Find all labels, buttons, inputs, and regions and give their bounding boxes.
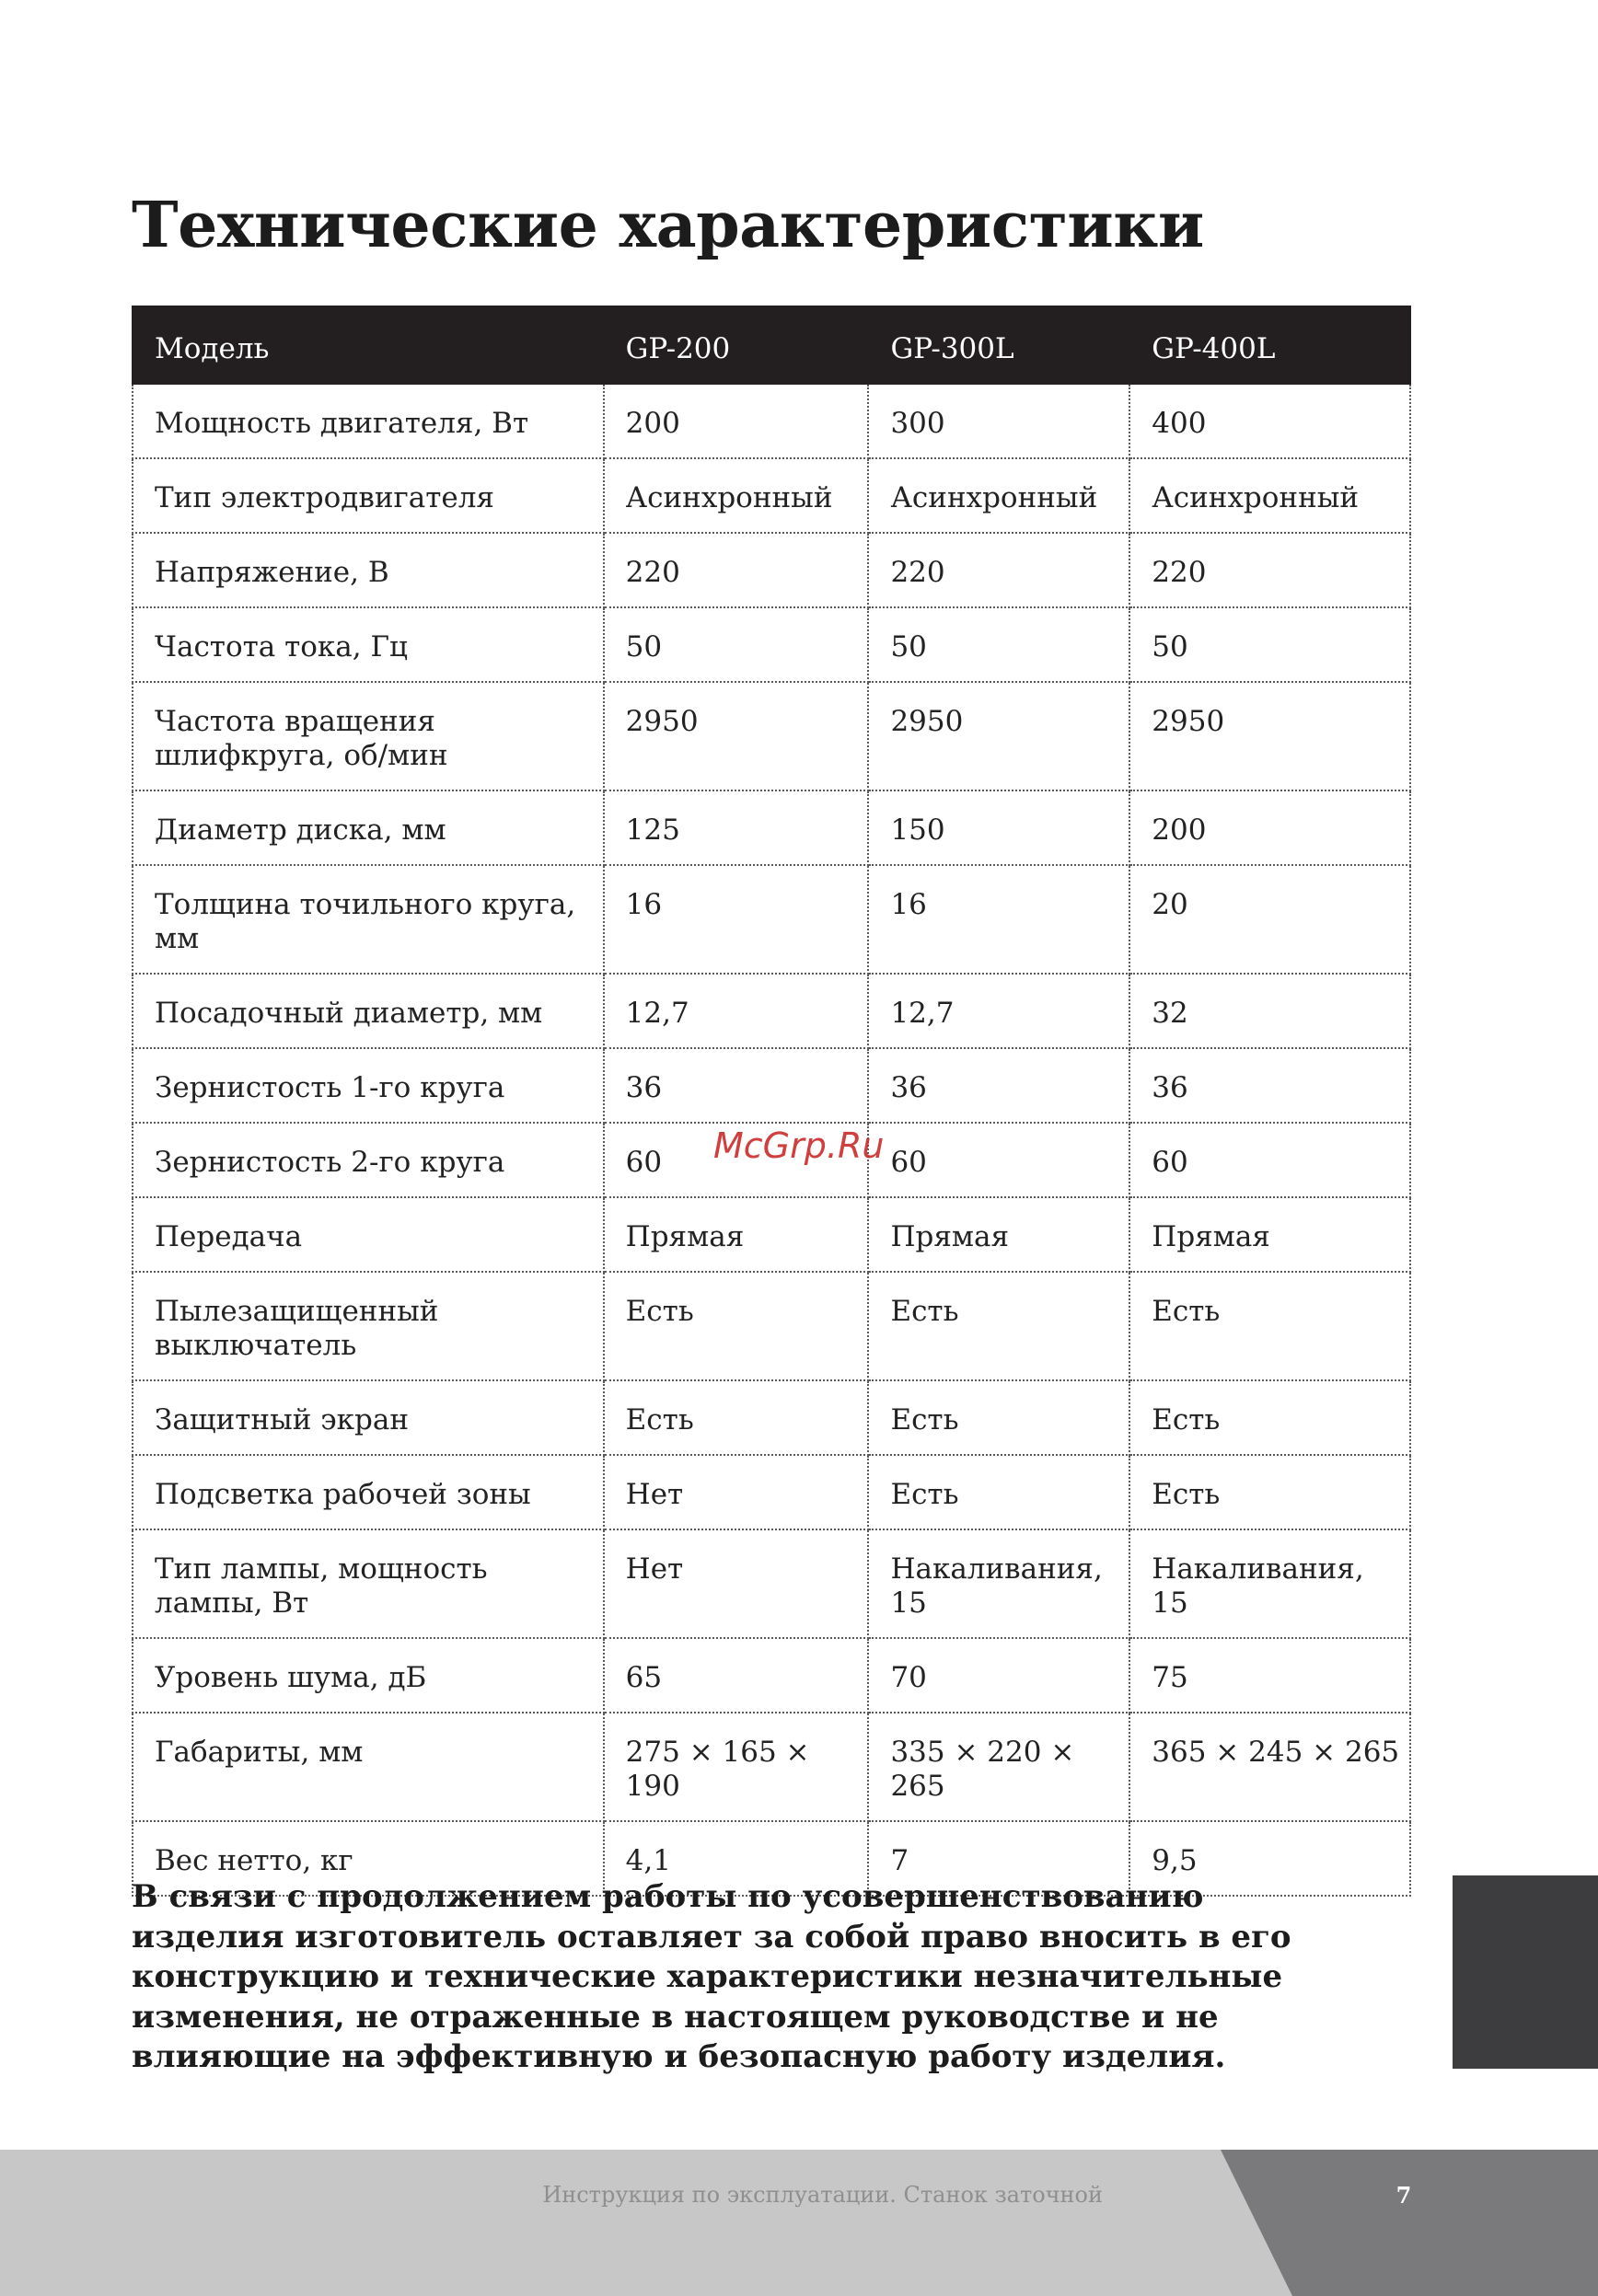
- cell-value: 125: [604, 790, 869, 865]
- cell-value: Нет: [604, 1455, 869, 1529]
- column-header-gp400l: GP-400L: [1129, 306, 1410, 384]
- cell-value: 12,7: [868, 974, 1129, 1048]
- cell-value: Есть: [1129, 1455, 1410, 1529]
- row-label: Вес нетто, кг: [133, 1821, 604, 1896]
- table-row: [133, 1197, 1410, 1272]
- row-label: Толщина точильного круга, мм: [133, 865, 604, 974]
- row-label: Подсветка рабочей зоны: [133, 1455, 604, 1529]
- cell-value: Накаливания, 15: [868, 1529, 1129, 1638]
- row-label: Уровень шума, дБ: [133, 1638, 604, 1713]
- cell-value: 220: [604, 533, 869, 607]
- cell-value: 335 × 220 × 265: [868, 1713, 1129, 1821]
- cell-value: 75: [1129, 1638, 1410, 1713]
- cell-value: 2950: [868, 682, 1129, 790]
- cell-value: 275 × 165 × 190: [604, 1713, 869, 1821]
- page-title: Технические характеристики: [132, 189, 1204, 262]
- cell-value: Нет: [604, 1529, 869, 1638]
- table-header-row: [133, 306, 1410, 384]
- cell-value: Есть: [604, 1272, 869, 1380]
- cell-value: 60: [1129, 1123, 1410, 1197]
- row-label: Габариты, мм: [133, 1713, 604, 1821]
- cell-value: 400: [1129, 384, 1410, 458]
- cell-value: 32: [1129, 974, 1410, 1048]
- disclaimer-notice: В связи с продолжением работы по усовершенствованию изделия изготовитель оставляет за собой право вносить в его конструкцию и технические характеристики незначительные изменения, не отраженные в настоящем руководстве и не влияющие на эффективную и безопасную работу изделия.: [132, 1878, 1291, 2075]
- row-label: Частота тока, Гц: [133, 607, 604, 682]
- cell-value: Асинхронный: [868, 458, 1129, 533]
- row-label: Зернистость 1-го круга: [133, 1048, 604, 1123]
- row-label: Посадочный диаметр, мм: [133, 974, 604, 1048]
- cell-value: 20: [1129, 865, 1410, 974]
- column-header-model: Модель: [133, 306, 604, 384]
- cell-value: 36: [604, 1048, 869, 1123]
- cell-value: Накаливания, 15: [1129, 1529, 1410, 1638]
- cell-value: 200: [1129, 790, 1410, 865]
- cell-value: Прямая: [604, 1197, 869, 1272]
- table-row: [133, 384, 1410, 458]
- cell-value: 60: [868, 1123, 1129, 1197]
- cell-value: 220: [1129, 533, 1410, 607]
- table-row: [133, 1048, 1410, 1123]
- table-row: [133, 682, 1410, 790]
- cell-value: 2950: [604, 682, 869, 790]
- cell-value: Асинхронный: [1129, 458, 1410, 533]
- cell-value: 16: [868, 865, 1129, 974]
- cell-value: 65: [604, 1638, 869, 1713]
- table-row: [133, 790, 1410, 865]
- table-row: [133, 1455, 1410, 1529]
- row-label: Тип лампы, мощность лампы, Вт: [133, 1529, 604, 1638]
- cell-value: Есть: [604, 1380, 869, 1455]
- table-row: [133, 1638, 1410, 1713]
- cell-value: Есть: [1129, 1272, 1410, 1380]
- row-label: Диаметр диска, мм: [133, 790, 604, 865]
- watermark: McGrp.Ru: [713, 1125, 885, 1166]
- cell-value: 9,5: [1129, 1821, 1410, 1896]
- column-header-gp300l: GP-300L: [868, 306, 1129, 384]
- table-row: [133, 1380, 1410, 1455]
- cell-value: 365 × 245 × 265: [1129, 1713, 1410, 1821]
- cell-value: 60: [604, 1123, 869, 1197]
- cell-value: 300: [868, 384, 1129, 458]
- cell-value: Есть: [868, 1455, 1129, 1529]
- cell-value: 36: [868, 1048, 1129, 1123]
- cell-value: 150: [868, 790, 1129, 865]
- table-row: [133, 1529, 1410, 1638]
- cell-value: 12,7: [604, 974, 869, 1048]
- table-row: [133, 865, 1410, 974]
- cell-value: 36: [1129, 1048, 1410, 1123]
- cell-value: Прямая: [1129, 1197, 1410, 1272]
- side-tab-marker: [1453, 1875, 1598, 2069]
- page-number: 7: [1395, 2182, 1412, 2209]
- table-row: [133, 607, 1410, 682]
- cell-value: 16: [604, 865, 869, 974]
- cell-value: Прямая: [868, 1197, 1129, 1272]
- cell-value: 2950: [1129, 682, 1410, 790]
- cell-value: 50: [868, 607, 1129, 682]
- spec-table: [132, 306, 1411, 1897]
- row-label: Передача: [133, 1197, 604, 1272]
- cell-value: 4,1: [604, 1821, 869, 1896]
- cell-value: 50: [1129, 607, 1410, 682]
- row-label: Пылезащищенный выключатель: [133, 1272, 604, 1380]
- footer-document-title: Инструкция по эксплуатации. Станок заточной: [542, 2182, 1103, 2208]
- row-label: Мощность двигателя, Вт: [133, 384, 604, 458]
- cell-value: 70: [868, 1638, 1129, 1713]
- cell-value: 200: [604, 384, 869, 458]
- row-label: Защитный экран: [133, 1380, 604, 1455]
- table-row: [133, 533, 1410, 607]
- cell-value: 220: [868, 533, 1129, 607]
- cell-value: 7: [868, 1821, 1129, 1896]
- table-row: [133, 974, 1410, 1048]
- column-header-gp200: GP-200: [604, 306, 869, 384]
- cell-value: Асинхронный: [604, 458, 869, 533]
- cell-value: Есть: [868, 1380, 1129, 1455]
- table-row: [133, 1272, 1410, 1380]
- cell-value: Есть: [868, 1272, 1129, 1380]
- cell-value: 50: [604, 607, 869, 682]
- row-label: Зернистость 2-го круга: [133, 1123, 604, 1197]
- cell-value: Есть: [1129, 1380, 1410, 1455]
- row-label: Тип электродвигателя: [133, 458, 604, 533]
- row-label: Напряжение, В: [133, 533, 604, 607]
- row-label: Частота вращения шлифкруга, об/мин: [133, 682, 604, 790]
- table-row: [133, 1713, 1410, 1821]
- table-row: [133, 458, 1410, 533]
